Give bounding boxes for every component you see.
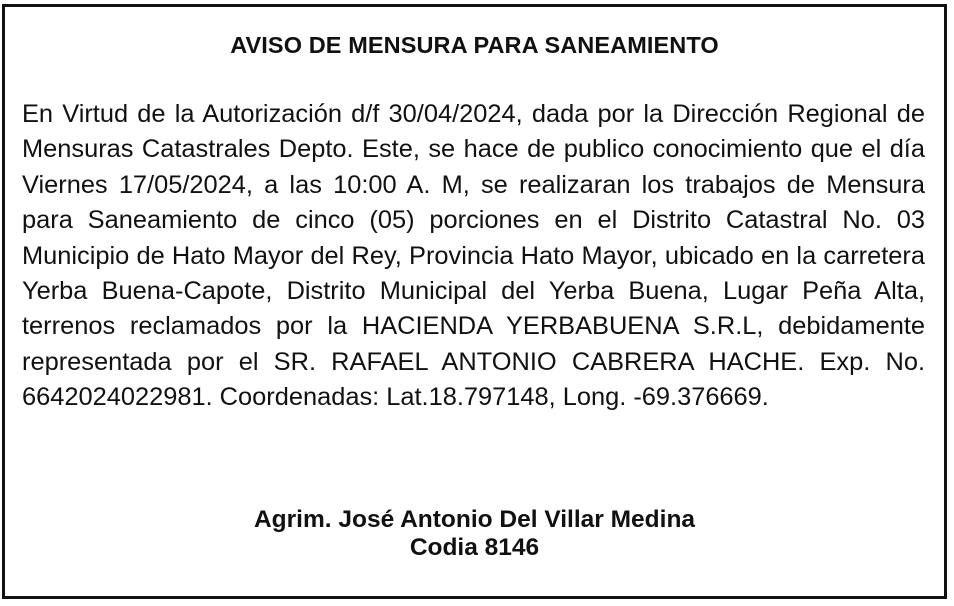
notice-body: En Virtud de la Autorización d/f 30/04/2024, dada por la Dirección Regional de Mensuras Catastrales Depto. Este, se hace de publico conocimiento que el día Viernes 17/05/2024, a las 10:00 A. M, se realizaran los trabajos de Mensura para Saneamiento de cinco (05) porciones en el Distrito Catastral No. 03 Municipio de Hato Mayor del Rey, Provincia Hato Mayor, ubicado en la carretera Yerba Buena-Capote, Distrito Municipal del Yerba Buena, Lugar Peña Alta, terrenos reclamados por la HACIENDA YERBABUENA S.R.L, debidamente representada por el SR. RAFAEL ANTONIO CABRERA HACHE. Exp. No. 6642024022981. Coordenadas: Lat.18.797148, Long. -69.376669. bbox=[22, 100, 925, 412]
notice-title: AVISO DE MENSURA PARA SANEAMIENTO bbox=[230, 32, 719, 58]
notice-box bbox=[2, 4, 947, 599]
signature-name: Agrim. José Antonio Del Villar Medina bbox=[253, 506, 696, 533]
signature-codia: Codia 8146 bbox=[409, 534, 540, 561]
signature-block bbox=[5, 506, 944, 562]
